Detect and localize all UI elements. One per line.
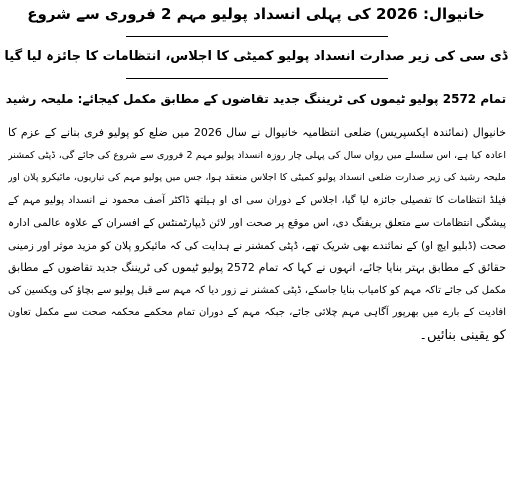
- main-headline: خانیوال: 2026 کی پہلی انسداد پولیو مہم 2 فروری سے شروع: [27, 5, 485, 23]
- headline-divider-top: [126, 36, 388, 37]
- article-line: اعادہ کیا ہے، اس سلسلے میں رواں سال کی پہلی چار روزہ انسداد پولیو مہم 2 فروری سے شروع کی جائے گی، ڈپٹی کمشنر: [8, 149, 506, 161]
- article-body: [8, 122, 506, 347]
- sub-headline-training: تمام 2572 پولیو ٹیموں کی ٹریننگ جدید تقاضوں کے مطابق مکمل کیجائے: ملیحہ رشید: [5, 92, 507, 106]
- article-line: ملیحہ رشید کی زیر صدارت ضلعی انسداد پولیو کمیٹی کا اجلاس منعقد ہوا، جس میں پولیو مہم کی تیاریوں، مائیکرو پلان اور: [8, 172, 506, 183]
- article-line: حقائق کے مطابق بہتر بنایا جائے، انہوں نے کہا کہ تمام 2572 پولیو ٹیموں کی ٹریننگ جدید تقاضوں کے مطابق: [8, 261, 506, 274]
- article-line: کو یقینی بنائیں۔: [419, 327, 506, 343]
- article-line: صحت (ڈبلیو ایچ او) کے نمائندے بھی شریک تھے، ڈپٹی کمشنر نے ہدایت کی کہ مائیکرو پلان کو مزید موثر اور زمینی: [8, 239, 506, 252]
- article-line: افادیت کے بارے میں بھرپور آگاہی مہم چلائی جائے، جبکہ مہم کے دوران تمام محکمے محکمہ صحت سے مکمل تعاون: [8, 307, 506, 318]
- sub-headline-meeting: ڈی سی کی زیر صدارت انسداد پولیو کمیٹی کا اجلاس، انتظامات کا جائزہ لیا گیا: [4, 49, 508, 64]
- article-line: مکمل کی جائے تاکہ مہم کو کامیاب بنایا جاسکے، ڈپٹی کمشنر نے زور دیا کہ مہم سے قبل پولیو سے بچاؤ کی ویکسین کی: [8, 284, 506, 296]
- article-line: فیلڈ انتظامات کا تفصیلی جائزہ لیا گیا، اجلاس کے دوران سی ای او ہیلتھ ڈاکٹر آصف محمود نے انسداد پولیو مہم کے: [8, 194, 506, 206]
- headline-divider-bottom: [126, 78, 388, 79]
- article-line: پیشگی انتظامات سے متعلق بریفنگ دی، اس موقع پر صحت اور لائن ڈیپارٹمنٹس کے افسران کے علاوہ عالمی ادارہ: [8, 217, 506, 229]
- article-line: خانیوال (نمائندہ ایکسپریس) ضلعی انتظامیہ خانیوال نے سال 2026 میں ضلع کو پولیو فری بنانے کے عزم کا: [8, 126, 506, 139]
